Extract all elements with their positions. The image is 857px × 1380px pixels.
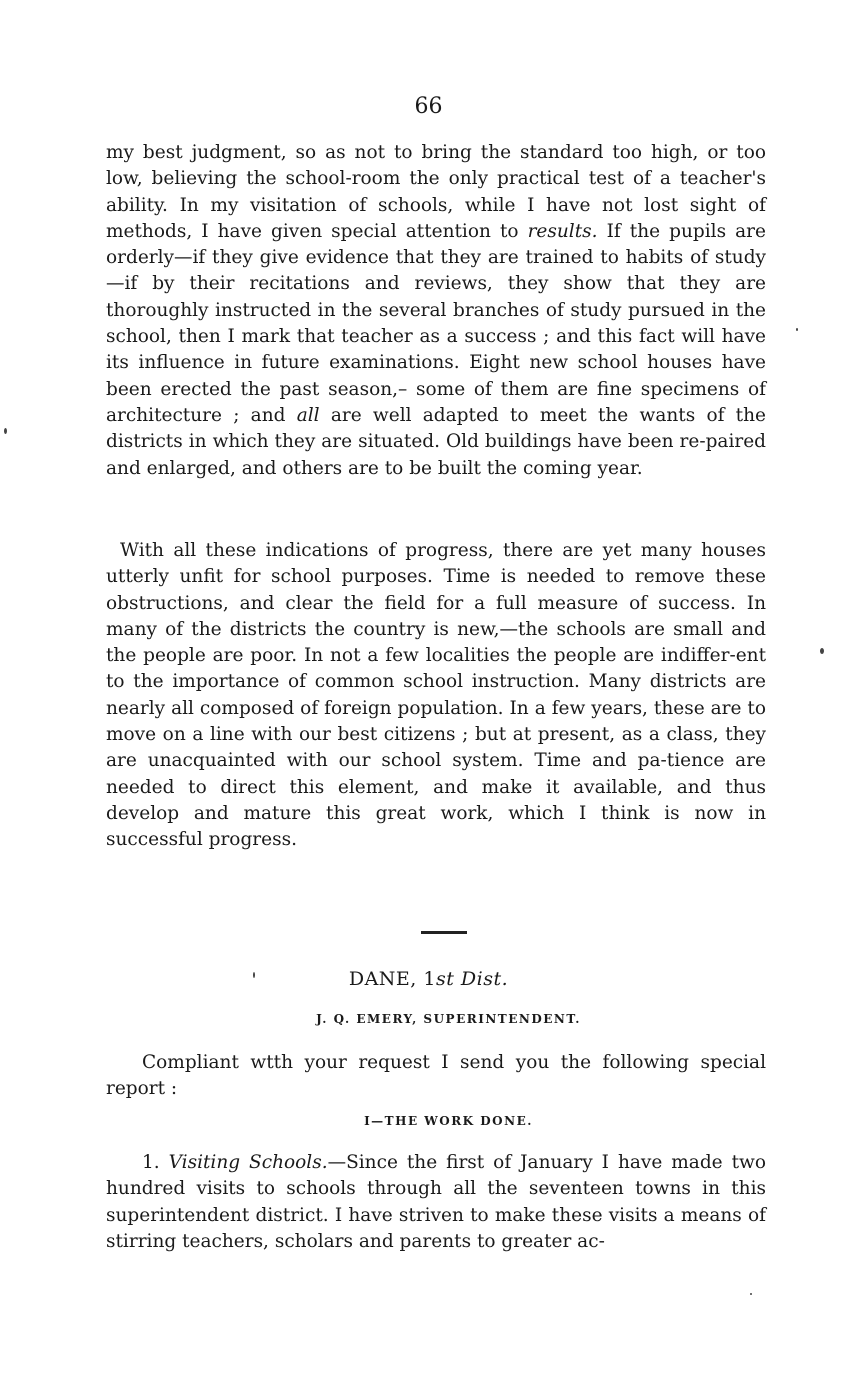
superintendent-line: J. Q. EMERY, SUPERINTENDENT. bbox=[316, 1012, 581, 1026]
paragraph-4-text: —Since the first of January I have made two hundred visits to schools through all the seventeen towns in this superintendent district. I have striven to make these visits a means of stirring teachers, scholars and parents to greater ac- bbox=[106, 1152, 766, 1252]
subheading: I—THE WORK DONE. bbox=[364, 1114, 533, 1128]
paragraph-1-italic-all: all bbox=[296, 404, 320, 426]
paragraph-4 bbox=[106, 1150, 766, 1255]
stray-mark bbox=[253, 972, 255, 978]
paragraph-3: Compliant wtth your request I send you the following special report : bbox=[106, 1052, 766, 1100]
stray-mark bbox=[4, 428, 7, 434]
stray-mark bbox=[820, 648, 824, 654]
paragraph-1-text-a: my best judgment, so as not to bring the standard too high, or too low, believing the school-room the only practical test of a teacher's ability. In my visitation of schools, while I have not lost sight of methods, I have given special attention to bbox=[106, 142, 766, 242]
page-number: 66 bbox=[414, 94, 443, 119]
paragraph-2: With all these indications of progress, there are yet many houses utterly unfit for school purposes. Time is needed to remove these obstructions, and clear the field for a full measure of success. In many of the districts the country is new,—the schools are small and the people are poor. In not a few localities the people are indiffer-ent to the importance of common school instruction. Many districts are nearly all composed of foreign population. In a few years, these are to move on a line with our best citizens ; but at present, as a class, they are unacquainted with our school system. Time and pa-tience are needed to direct this element, and make it available, and thus develop and mature this great work, which I think is now in successful progress. bbox=[106, 540, 766, 851]
section-heading-main: DANE, 1 bbox=[348, 968, 436, 990]
paragraph-1 bbox=[106, 140, 766, 482]
paragraph-4-italic: Visiting Schools. bbox=[168, 1152, 328, 1173]
paragraph-1-text-b: If the pupils are orderly—if they give evidence that they are trained to habits of study—if by their recitations and reviews, they show that they are thoroughly instructed in the several branches of study pursued in the school, then I mark that teacher as a success ; and this fact will have its influence in future examinations. Eight new school houses have been erected the past season,– some of them are fine specimens of architecture ; and bbox=[106, 220, 766, 426]
stray-mark bbox=[796, 328, 798, 331]
section-heading-suffix: st Dist. bbox=[435, 968, 509, 990]
paragraph-4-number: 1. bbox=[142, 1152, 169, 1173]
paragraph-1-text-c: are well adapted to meet the wants of the districts in which they are situated. Old buildings have been re-paired and enlarged, and others are to be built the coming year. bbox=[106, 404, 766, 479]
stray-mark bbox=[750, 1293, 752, 1295]
paragraph-1-italic-results: results. bbox=[527, 220, 598, 242]
section-divider bbox=[421, 931, 467, 934]
section-heading bbox=[0, 968, 857, 990]
